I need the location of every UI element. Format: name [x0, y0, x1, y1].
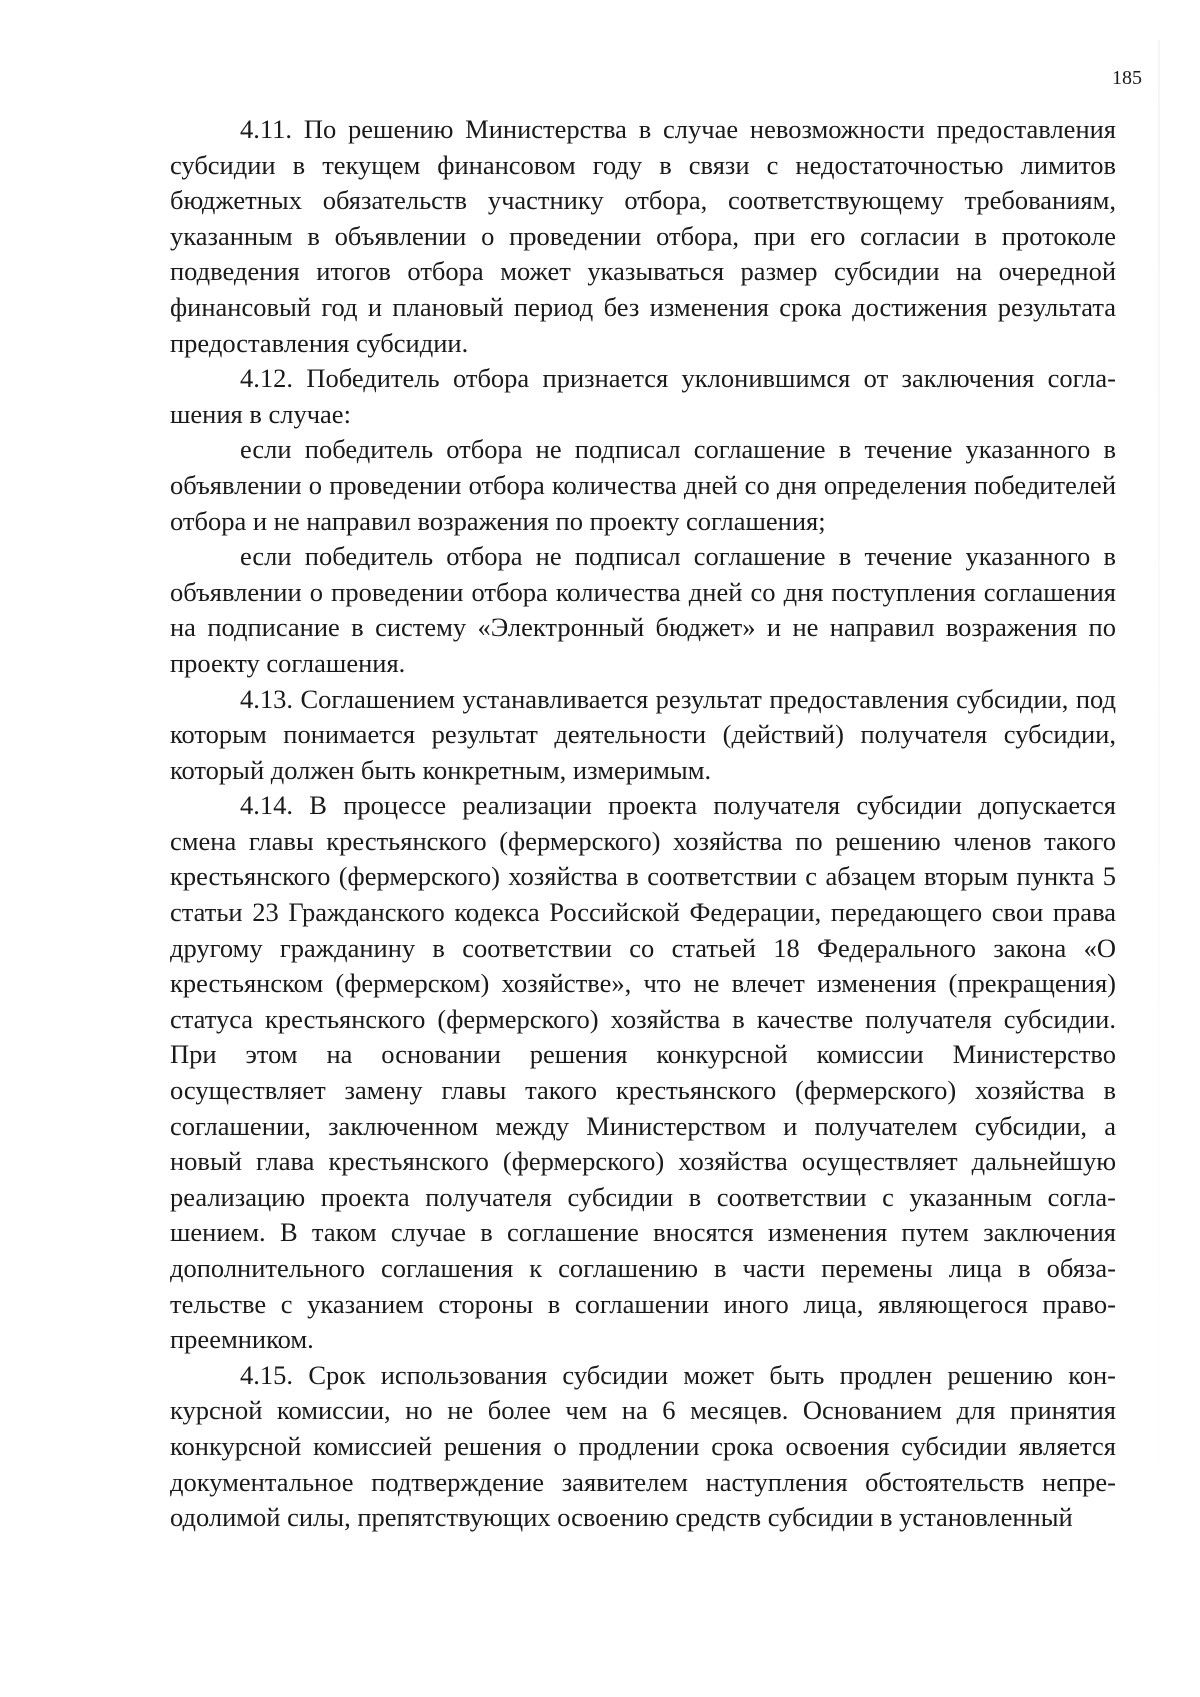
paragraph-4-12: 4.12. Победитель отбора признается уклонившимся от заключения соглашения в случае: — [170, 363, 1116, 429]
page-number: 185 — [1112, 67, 1142, 89]
paragraph-4-15: 4.15. Срок использования субсидии может быть продлен решению конкурсной комиссии, но не более чем на 6 месяцев. Основанием для принятия конкурсной комиссией решения о продлении срока освоения субсидии является документальное подтверждение заявителем наступления обстоятельств непреодолимой силы, препятствующих освоению средств субсидии в установленный — [170, 1359, 1116, 1533]
paragraph-4-13: 4.13. Соглашением устанавливается результат предоставления субсидии, под которым понимается результат деятельности (действий) получателя субсидии, который должен быть конкретным, измеримым. — [170, 683, 1116, 785]
paragraph-4-14: 4.14. В процессе реализации проекта получателя субсидии допускается смена главы крестьянского (фермерского) хозяйства по решению членов такого крестьянского (фермерского) хозяйства в соответствии с абзацем вторым пункта 5 статьи 23 Гражданского кодекса Российской Федерации, передающего свои права другому гражданину в соответствии со статьей 18 Федерального закона «О крестьянском (фермерском) хозяйстве», что не влечет изменения (прекращения) статуса крестьянского (фермерского) хозяйства в качестве получателя субсидии. При этом на основании решения конкурсной комиссии Министерство осуществляет замену главы такого крестьянского (фермерского) хозяйства в соглашении, заключенном между Министерством и получателем субсидии, а новый глава крестьянского (фермерского) хозяйства осуществляет дальнейшую реализацию проекта получателя субсидии в соответствии с указанным соглашением. В таком случае в соглашение вносятся изменения путем заключения дополнительного соглашения к соглашению в части перемены лица в обязательстве с указанием стороны в соглашении иного лица, являющегося правопреемником. — [170, 790, 1116, 1355]
paragraph-4-11: 4.11. По решению Министерства в случае невозможности предоставления субсидии в текущем финансовом году в связи с недостаточностью лимитов бюджетных обязательств участнику отбора, соответствующему требованиям, указанным в объявлении о проведении отбора, при его согласии в протоколе подведения итогов отбора может указываться размер субсидии на очередной финансовый год и плановый период без изменения срока достижения результата предоставления субсидии. — [170, 114, 1116, 358]
paragraph-4-12-case-2: если победитель отбора не подписал соглашение в течение указанного в объявлении о проведении отбора количества дней со дня поступления соглашения на подписание в систему «Электронный бюджет» и не направил возражения по проекту соглашения. — [170, 541, 1116, 678]
scan-edge-shadow — [1158, 40, 1160, 1540]
paragraph-4-12-case-1: если победитель отбора не подписал соглашение в течение указанного в объявлении о проведении отбора количества дней со дня определения победителей отбора и не направил возражения по проекту соглашения; — [170, 434, 1116, 536]
document-body — [170, 112, 1116, 1536]
